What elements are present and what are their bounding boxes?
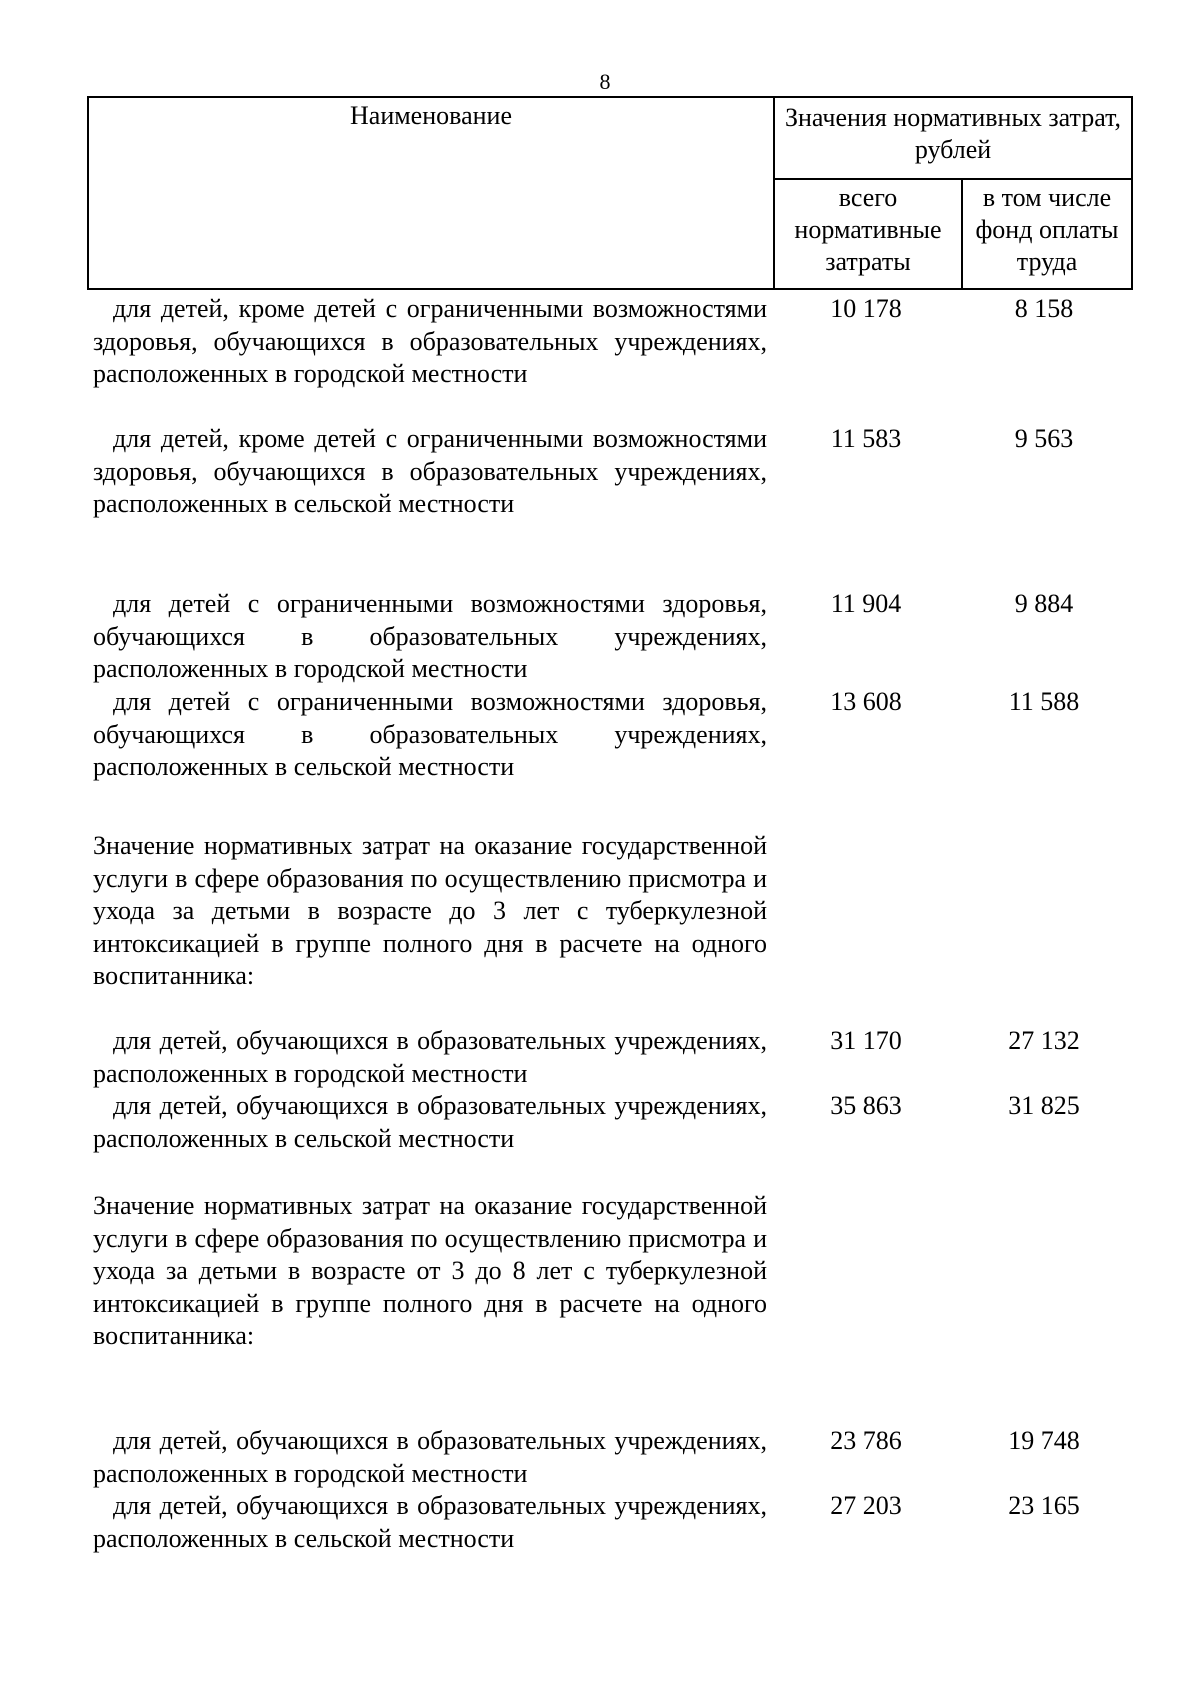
row-description: для детей, обучающихся в образовательных учреждениях, расположенных в сельской местности xyxy=(93,1491,767,1553)
row-description: для детей, кроме детей с ограниченными возможностями здоровья, обучающихся в образовательных учреждениях, расположенных в городской местности xyxy=(93,294,767,388)
table-header xyxy=(87,96,1133,290)
row-description: для детей, обучающихся в образовательных учреждениях, расположенных в городской местности xyxy=(93,1426,767,1488)
row-description: для детей с ограниченными возможностями здоровья, обучающихся в образовательных учреждениях, расположенных в сельской местности xyxy=(93,687,767,781)
column-header-wage-fund: в том числе фонд оплаты труда xyxy=(975,183,1119,276)
column-header-values: Значения нормативных затрат, рублей xyxy=(775,98,1131,180)
section-heading: Значение нормативных затрат на оказание государственной услуги в сфере образования по осуществлению присмотра и ухода за детьми в возрасте до 3 лет с туберкулезной интоксикацией в группе полного дня в расчете на одного воспитанника: xyxy=(93,831,767,990)
section-heading: Значение нормативных затрат на оказание государственной услуги в сфере образования по осуществлению присмотра и ухода за детьми в возрасте от 3 до 8 лет с туберкулезной интоксикацией в группе полного дня в расчете на одного воспитанника: xyxy=(93,1191,767,1350)
row-total-value: 11 583 xyxy=(830,424,902,453)
row-total-value: 27 203 xyxy=(830,1491,902,1520)
row-total-value: 31 170 xyxy=(830,1026,902,1055)
row-total-value: 10 178 xyxy=(830,294,902,323)
row-wage-value: 31 825 xyxy=(1008,1091,1080,1120)
row-wage-value: 23 165 xyxy=(1008,1491,1080,1520)
row-total-value: 35 863 xyxy=(830,1091,902,1120)
column-header-name: Наименование xyxy=(89,98,775,288)
row-description: для детей с ограниченными возможностями здоровья, обучающихся в образовательных учреждениях, расположенных в городской местности xyxy=(93,589,767,683)
row-wage-value: 11 588 xyxy=(1008,687,1080,716)
row-wage-value: 8 158 xyxy=(1014,294,1074,323)
row-description: для детей, обучающихся в образовательных учреждениях, расположенных в сельской местности xyxy=(93,1091,767,1153)
row-total-value: 13 608 xyxy=(830,687,902,716)
row-description: для детей, обучающихся в образовательных учреждениях, расположенных в городской местности xyxy=(93,1026,767,1088)
row-wage-value: 19 748 xyxy=(1008,1426,1080,1455)
row-wage-value: 9 563 xyxy=(1014,424,1074,453)
row-wage-value: 9 884 xyxy=(1014,589,1074,618)
row-total-value: 23 786 xyxy=(830,1426,902,1455)
page-number: 8 xyxy=(599,69,611,94)
row-description: для детей, кроме детей с ограниченными возможностями здоровья, обучающихся в образовательных учреждениях, расположенных в сельской местности xyxy=(93,424,767,518)
row-total-value: 11 904 xyxy=(830,589,902,618)
column-header-total: всего нормативные затраты xyxy=(775,180,963,288)
row-wage-value: 27 132 xyxy=(1008,1026,1080,1055)
